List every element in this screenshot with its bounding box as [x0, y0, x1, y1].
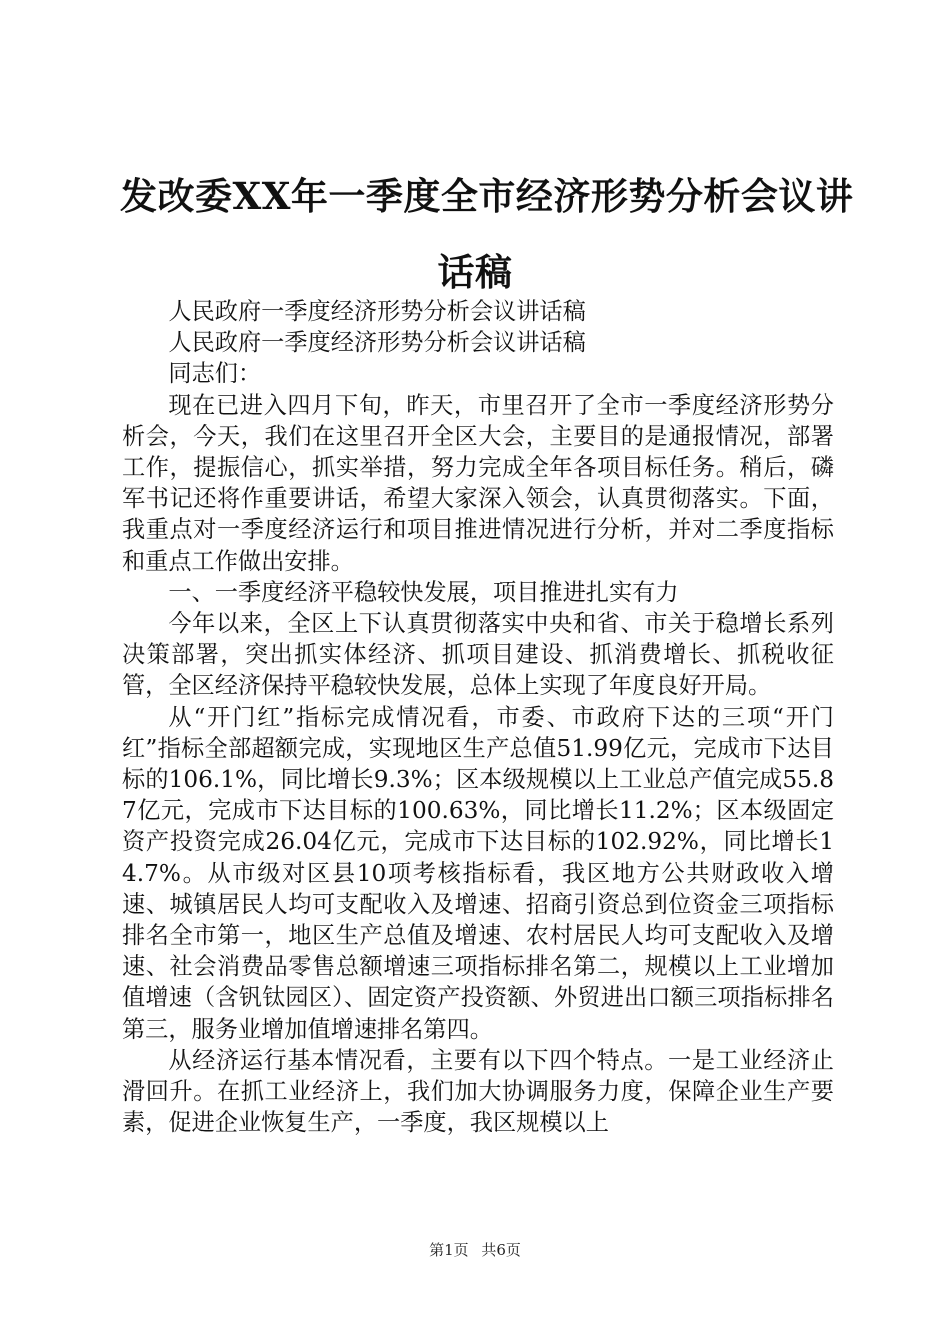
paragraph-overview: 今年以来，全区上下认真贯彻落实中央和省、市关于稳增长系列决策部署，突出抓实体经济、抓项目建设、抓消费增长、抓税收征管，全区经济保持平稳较快发展，总体上实现了年度良好开局。: [122, 610, 834, 700]
section-heading-1: 一、一季度经济平稳较快发展，项目推进扎实有力: [168, 578, 679, 606]
paragraph-intro: 现在已进入四月下旬，昨天，市里召开了全市一季度经济形势分析会，今天，我们在这里召开全区大会，主要目的是通报情况，部署工作，提振信心，抓实举措，努力完成全年各项目标任务。稍后，磷军书记还将作重要讲话，希望大家深入领会，认真贯彻落实。下面，我重点对一季度经济运行和项目推进情况进行分析，并对二季度指标和重点工作做出安排。: [122, 391, 834, 575]
title-line-2: 话稿: [437, 250, 513, 294]
title-line-1: 发改委XX年一季度全市经济形势分析会议讲: [120, 174, 854, 218]
paragraph-salutation: 同志们：: [168, 360, 262, 388]
paragraph-features: 从经济运行基本情况看，主要有以下四个特点。一是工业经济止滑回升。在抓工业经济上，我们加大协调服务力度，保障企业生产要素，促进企业恢复生产，一季度，我区规模以上: [122, 1046, 834, 1137]
page-footer: [0, 1240, 950, 1260]
document-title: [120, 158, 854, 310]
page-number: 第1页: [429, 1241, 469, 1259]
document-body: [122, 296, 834, 1138]
paragraph-subtitle-2: 人民政府一季度经济形势分析会议讲话稿: [168, 329, 586, 357]
page-total: 共6页: [481, 1241, 521, 1259]
paragraph-subtitle-1: 人民政府一季度经济形势分析会议讲话稿: [168, 298, 586, 325]
paragraph-indicators: 从“开门红”指标完成情况看，市委、市政府下达的三项“开门红”指标全部超额完成，实现地区生产总值51.99亿元，完成市下达目标的106.1%，同比增长9.3%；区本级规模以上工业总产值完成55.87亿元，完成市下达目标的100.63%，同比增长11.2%；区本级固定资产投资完成26.04亿元，完成市下达目标的102.92%，同比增长14.7%。从市级对区县10项考核指标看，我区地方公共财政收入增速、城镇居民人均可支配收入及增速、招商引资总到位资金三项指标排名全市第一，地区生产总值及增速、农村居民人均可支配收入及增速、社会消费品零售总额增速三项指标排名第二，规模以上工业增加值增速（含钒钛园区）、固定资产投资额、外贸进出口额三项指标排名第三，服务业增加值增速排名第四。: [122, 703, 834, 1043]
